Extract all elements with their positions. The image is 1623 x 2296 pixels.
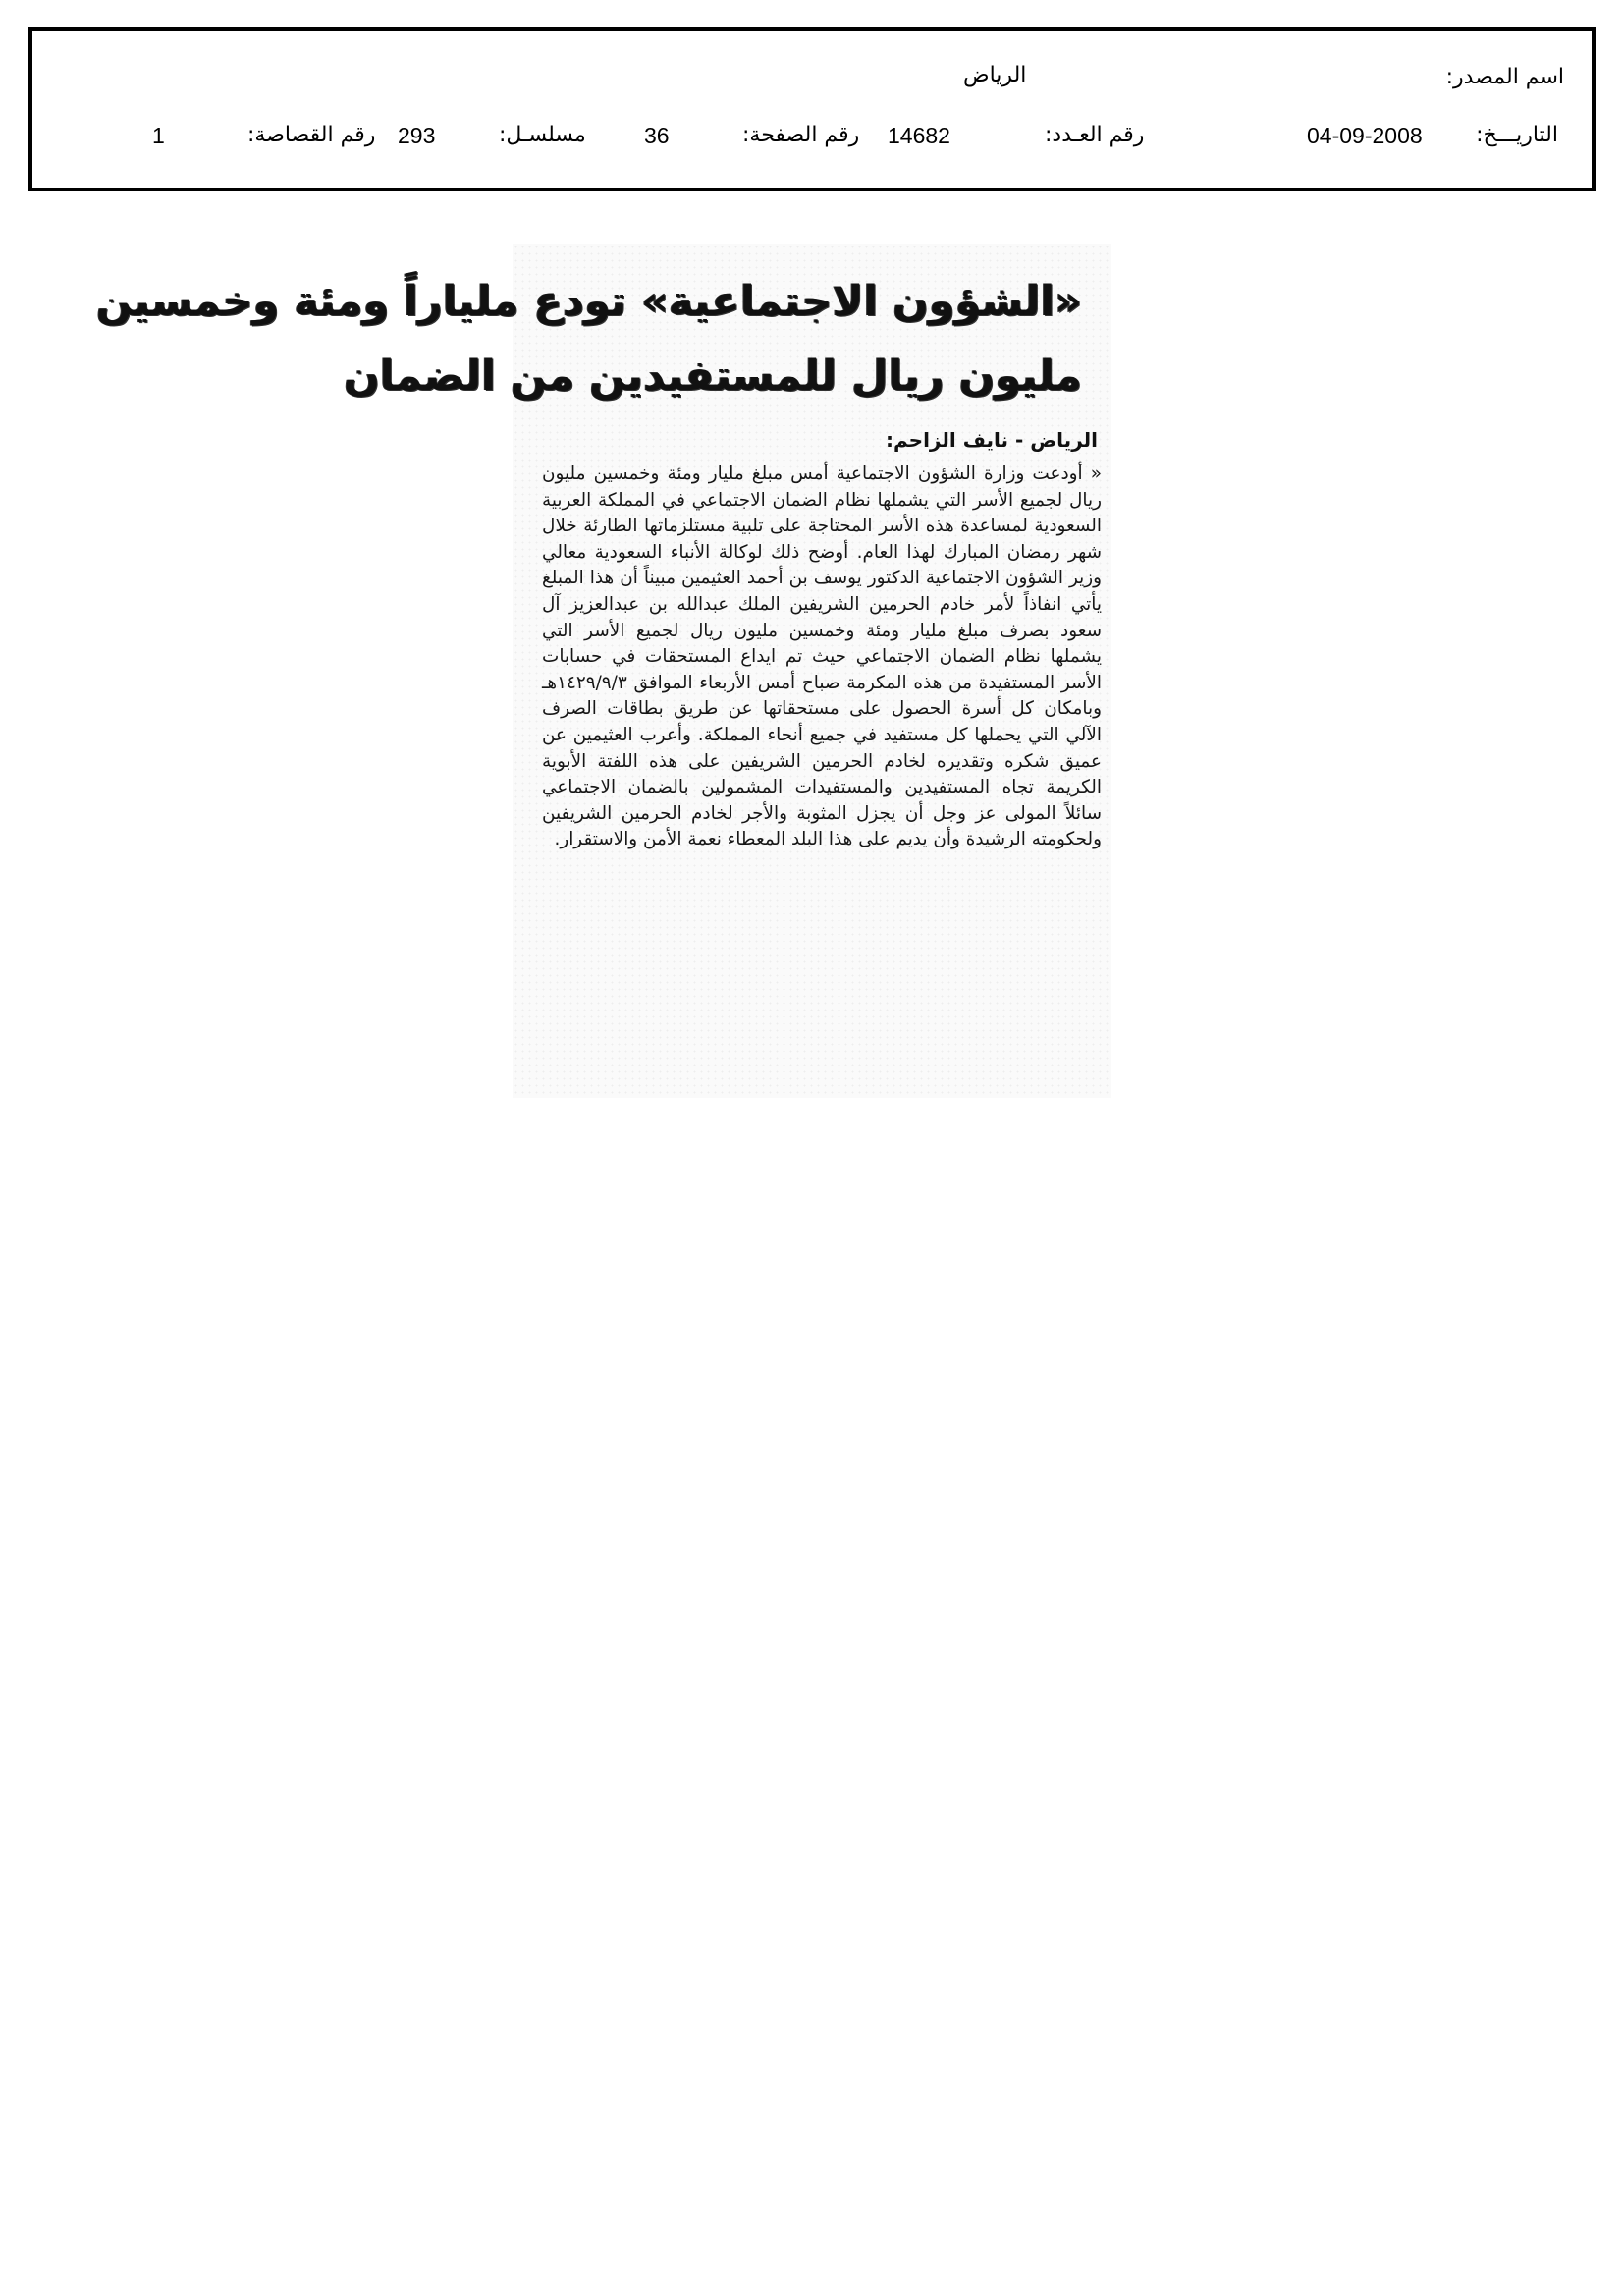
clip-value: 1 [152,123,165,148]
issue-label: رقم العـدد: [1045,123,1145,147]
date-label: التاريـــخ: [1476,123,1558,147]
byline: الرياض - نايف الزاحم: [885,428,1098,452]
source-value: الرياض [963,63,1027,87]
headline-line-1: «الشؤون الاجتماعية» تودع ملياراً ومئة وخمسين [95,277,1082,326]
page-label: رقم الصفحة: [742,123,860,147]
clip-label: رقم القصاصة: [247,123,376,147]
serial-label: مسلسـل: [499,123,586,147]
date-value: 04-09-2008 [1307,123,1423,148]
newspaper-clipping [95,244,1111,1098]
page-value: 36 [644,123,670,148]
serial-value: 293 [398,123,436,148]
source-label: اسم المصدر: [1445,65,1564,89]
article-body: « أودعت وزارة الشؤون الاجتماعية أمس مبلغ مليار ومئة وخمسين مليون ريال لجميع الأسر التي يشملها نظام الضمان الاجتماعي في المملكة العربية السعودية لمساعدة هذه الأسر المحتاجة على تلبية مستلزماتها الطارئة خلال شهر رمضان المبارك لهذا العام. أوضح ذلك لوكالة الأنباء السعودية معالي وزير الشؤون الاجتماعية الدكتور يوسف بن أحمد العثيمين مبيناً أن هذا المبلغ يأتي انفاذاً لأمر خادم الحرمين الشريفين الملك عبدالله بن عبدالعزيز آل سعود بصرف مبلغ مليار ومئة وخمسين مليون ريال لجميع الأسر التي يشملها نظام الضمان الاجتماعي حيث تم ايداع المستحقات في حسابات الأسر المستفيدة من هذه المكرمة صباح أمس الأربعاء الموافق ١٤٢٩/٩/٣هـ وبامكان كل أسرة الحصول على مستحقاتها عن طريق بطاقات الصرف الآلي التي يحملها كل مستفيد في جميع أنحاء المملكة. وأعرب العثيمين عن عميق شكره وتقديره لخادم الحرمين الشريفين على هذه اللفتة الأبوية الكريمة تجاه المستفيدين والمستفيدات المشمولين بالضمان الاجتماعي سائلاً المولى عز وجل أن يجزل المثوبة والأجر لخادم الحرمين الشريفين ولحكومته الرشيدة وأن يديم على هذا البلد المعطاء نعمة الأمن والاستقرار. [542,464,1102,850]
issue-value: 14682 [888,123,950,148]
document-header [28,27,1596,191]
headline-line-2: مليون ريال للمستفيدين من الضمان [344,352,1082,401]
